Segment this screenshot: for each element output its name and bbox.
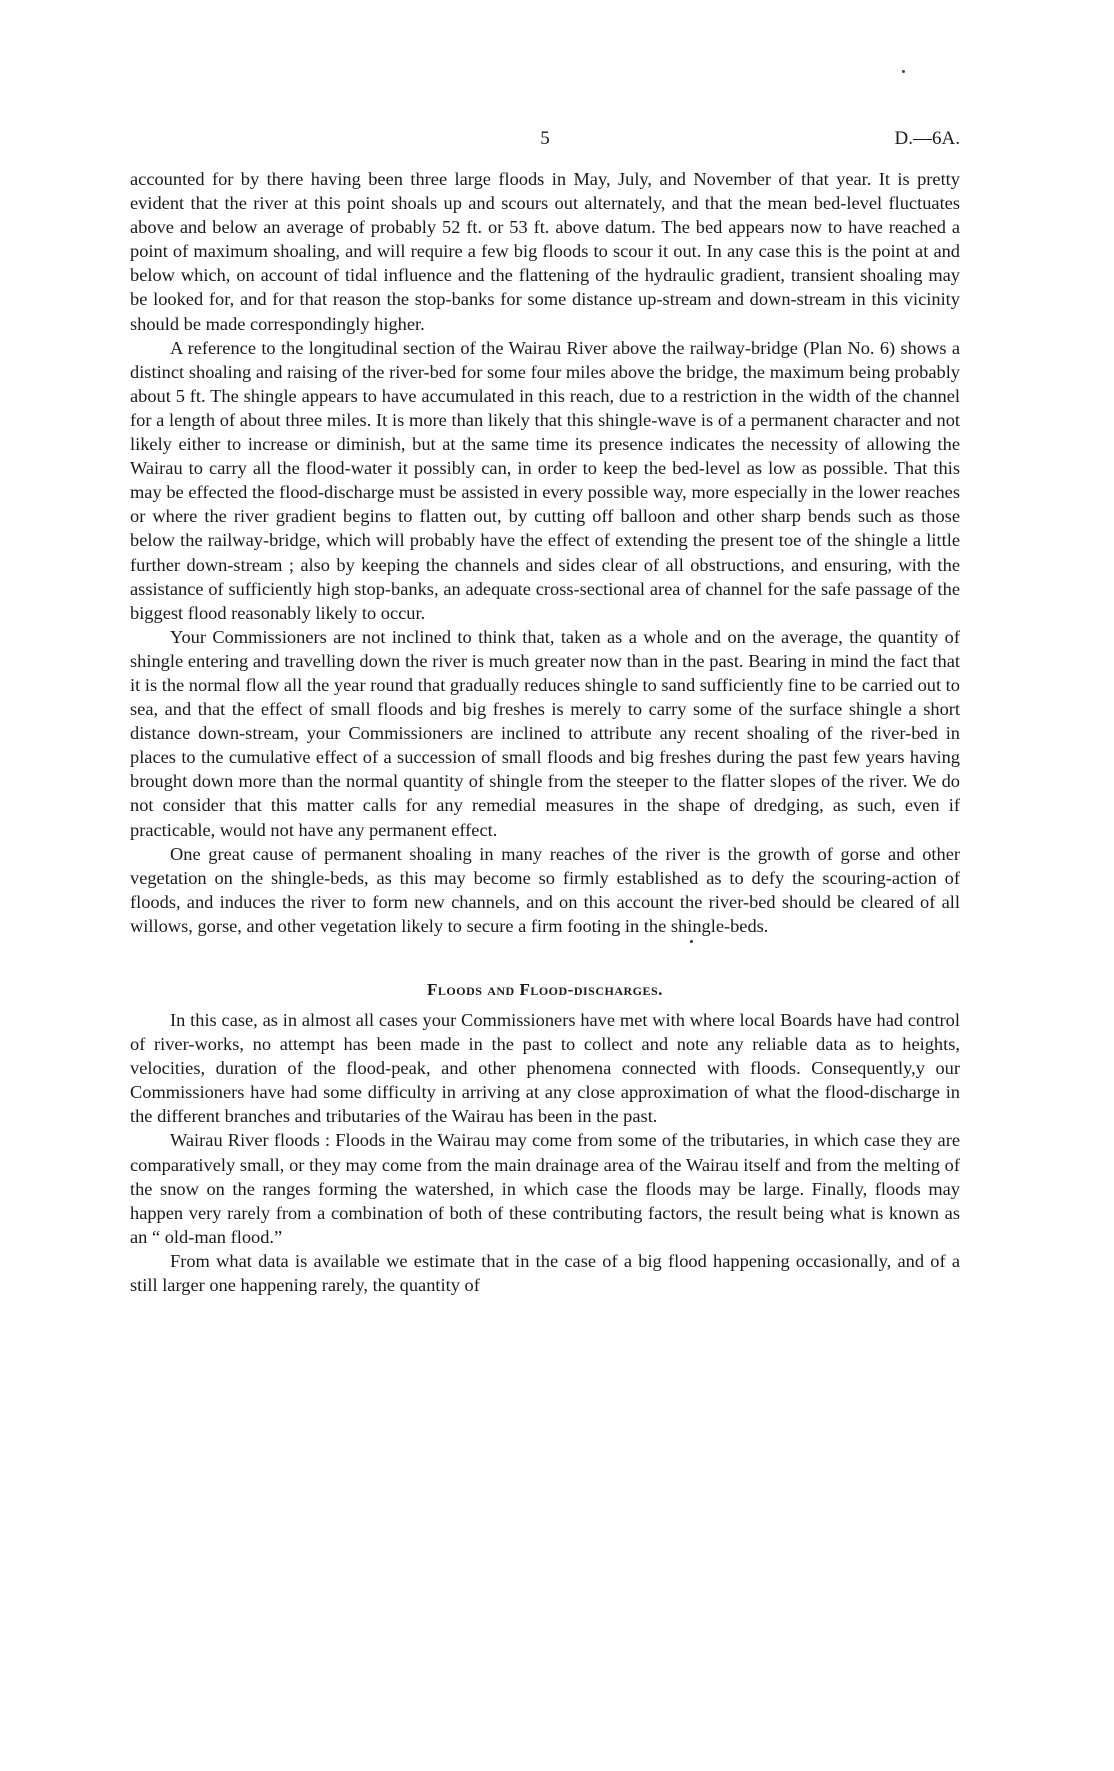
page-header [130,128,960,158]
section-heading: Floods and Flood-discharges. [427,980,663,999]
section-divider [130,938,960,948]
paragraph-continuation: accounted for by there having been three large floods in May, July, and November of that year. It is pretty evident that the river at this point shoals up and scours out alternately, and that the mean bed-level fluctuates above and below an average of probably 52 ft. or 53 ft. above datum. The bed appears now to have reached a point of maximum shoaling, and will require a few big floods to scour it out. In any case this is the point at and below which, on account of tidal influence and the flattening of the hydraulic gradient, transient shoaling may be looked for, and for that reason the stop-banks for some distance up-stream and down-stream in this vicinity should be made correspondingly higher. [130,169,960,334]
paragraph-flood-estimate: From what data is available we estimate that in the case of a big flood happening occasionally, and of a still larger one happening rarely, the quantity of [130,1250,960,1296]
paragraph-wairau-floods: Wairau River floods : Floods in the Wairau may come from some of the tributaries, in which case they are comparatively small, or they may come from the main drainage area of the Wairau itself and from the melting of the snow on the ranges forming the watershed, in which case the floods may be large. Finally, floods may happen very rarely from a combination of both of these contributing factors, the result being what is known as an “ old-man flood.” [130,1130,960,1247]
page-number: 5 [540,128,550,149]
stray-ink-mark [902,70,905,73]
paragraph-flood-data: In this case, as in almost all cases your Commissioners have met with where local Boards have had control of river-works, no attempt has been made in the past to collect and note any reliable data as to heights, velocities, duration of the flood-peak, and other phenomena connected with floods. Consequently,y our Commissioners have had some difficulty in arriving at any close approximation of what the flood-discharge in the different branches and tributaries of the Wairau has been in the past. [130,1010,960,1127]
paragraph-shingle-wave: A reference to the longitudinal section of the Wairau River above the railway-bridge (Plan No. 6) shows a distinct shoaling and raising of the river-bed for some four miles above the bridge, the maximum being probably about 5 ft. The shingle appears to have accumulated in this reach, due to a restriction in the width of the channel for a length of about three miles. It is more than likely that this shingle-wave is of a permanent character and not likely either to increase or diminish, but at the same time its presence indicates the necessity of allowing the Wairau to carry all the flood-water it possibly can, in order to keep the bed-level as low as possible. That this may be effected the flood-discharge must be assisted in every possible way, more especially in the lower reaches or where the river gradient begins to flatten out, by cutting off balloon and other sharp bends such as those below the railway-bridge, which will probably have the effect of extending the present toe of the shingle a little further down-stream ; also by keeping the channels and sides clear of all obstructions, and ensuring, with the assistance of sufficiently high stop-banks, an adequate cross-sectional area of channel for the safe passage of the biggest flood reasonably likely to occur. [130,337,960,623]
body-text [130,167,960,1297]
paragraph-shingle-quantity: Your Commissioners are not inclined to think that, taken as a whole and on the average, the quantity of shingle entering and travelling down the river is much greater now than in the past. Bearing in mind the fact that it is the normal flow all the year round that gradually reduces shingle to sand sufficiently fine to be carried out to sea, and that the effect of small floods and big freshes is merely to carry some of the surface shingle a short distance down-stream, your Commissioners are inclined to attribute any recent shoaling of the river-bed in places to the cumulative effect of a succession of small floods and big freshes during the past few years having brought down more than the normal quantity of shingle from the steeper to the flatter slopes of the river. We do not consider that this matter calls for any remedial measures in the shape of dredging, as such, even if practicable, would not have any permanent effect. [130,626,960,840]
document-reference: D.—6A. [894,128,960,149]
paragraph-vegetation: One great cause of permanent shoaling in many reaches of the river is the growth of gorse and other vegetation on the shingle-beds, as this may become so firmly established as to defy the scouring-action of floods, and induces the river to form new channels, and on this account the river-bed should be cleared of all willows, gorse, and other vegetation likely to secure a firm footing in the shingle-beds. [130,843,960,936]
